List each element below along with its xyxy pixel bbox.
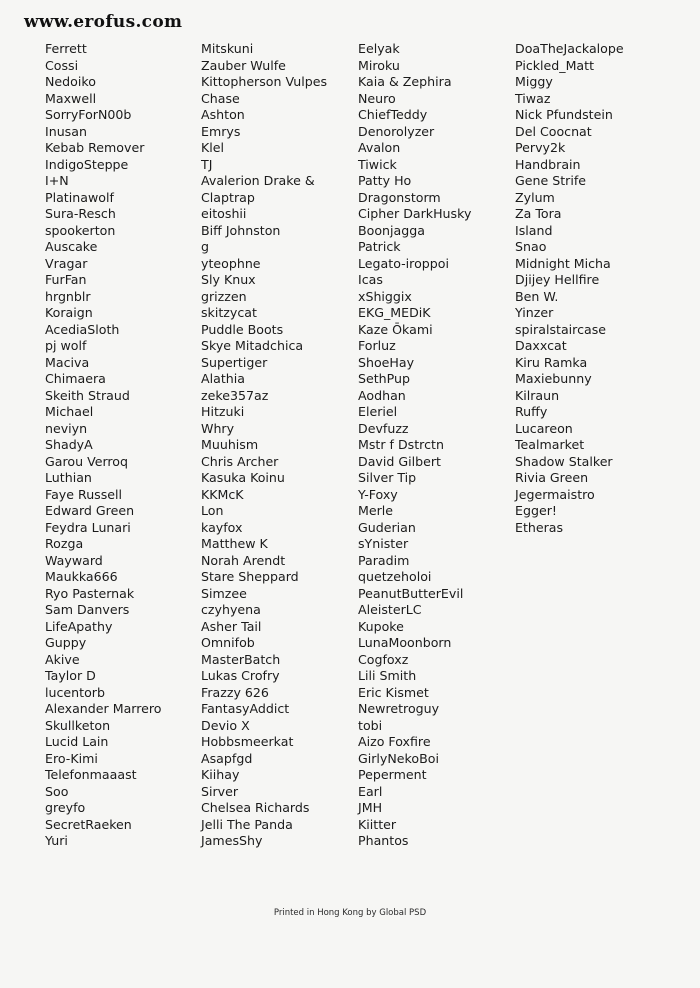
backer-name: FurFan bbox=[45, 272, 87, 287]
backer-name: Kebab Remover bbox=[45, 140, 145, 155]
backer-name: Devfuzz bbox=[358, 420, 409, 436]
backer-name: Lon bbox=[201, 503, 224, 518]
backer-name: Tealmarket bbox=[515, 437, 585, 452]
backer-name: kayfox bbox=[201, 519, 243, 535]
backer-name: zeke357az bbox=[201, 387, 269, 403]
backer-name: Icas bbox=[358, 272, 383, 287]
backer-name: LifeApathy bbox=[45, 618, 113, 634]
backer-name: Eleriel bbox=[358, 404, 398, 419]
backer-name: Paradim bbox=[358, 552, 410, 568]
backer-name: Eric Kismet bbox=[358, 684, 429, 700]
backer-name: Lili Smith bbox=[358, 668, 417, 683]
backer-name: Telefonmaaast bbox=[45, 767, 137, 782]
backer-name: Neuro bbox=[358, 90, 396, 106]
backer-name: Michael bbox=[45, 404, 94, 419]
backer-name: Chris Archer bbox=[201, 453, 279, 469]
name-columns bbox=[0, 41, 700, 871]
backer-name: Inusan bbox=[45, 123, 87, 139]
name-column-2 bbox=[201, 41, 327, 850]
backer-name: Cipher DarkHusky bbox=[358, 206, 472, 221]
backer-name: Cogfoxz bbox=[358, 651, 409, 667]
backer-name: Miggy bbox=[515, 74, 553, 89]
backer-name: David Gilbert bbox=[358, 453, 441, 469]
backer-name: Mitskuni bbox=[201, 41, 254, 56]
backer-name: Edward Green bbox=[45, 503, 135, 518]
backer-name: Skullketon bbox=[45, 717, 111, 733]
backer-name: Legato-iroppoi bbox=[358, 255, 449, 271]
backer-name: Nick Pfundstein bbox=[515, 107, 613, 122]
backer-name: Whry bbox=[201, 420, 235, 436]
backer-name: Klel bbox=[201, 140, 225, 155]
backer-name: Sirver bbox=[201, 783, 239, 799]
backer-name: Chase bbox=[201, 90, 240, 106]
backer-name: Puddle Boots bbox=[201, 321, 284, 337]
backer-name: greyfo bbox=[45, 800, 86, 815]
backer-name: czyhyena bbox=[201, 602, 261, 617]
backer-name: Boonjagga bbox=[358, 222, 425, 238]
backer-name: Lucid Lain bbox=[45, 734, 109, 749]
backer-name: Kasuka Koinu bbox=[201, 470, 285, 485]
backer-name: ChiefTeddy bbox=[358, 107, 428, 122]
backer-name: Aizo Foxfire bbox=[358, 734, 431, 749]
backer-name: g bbox=[201, 239, 209, 254]
backer-name: Ashton bbox=[201, 107, 245, 122]
backer-name: Vragar bbox=[45, 255, 88, 271]
backer-name: Jelli The Panda bbox=[201, 816, 293, 832]
backer-name: Lucareon bbox=[515, 420, 573, 436]
backer-name: FantasyAddict bbox=[201, 701, 290, 716]
backer-name: Lukas Crofry bbox=[201, 668, 280, 683]
backer-name: Maciva bbox=[45, 354, 90, 370]
backer-name: Alexander Marrero bbox=[45, 701, 162, 716]
backer-name: Sura-Resch bbox=[45, 206, 116, 221]
backer-name: Kaia & Zephira bbox=[358, 74, 452, 89]
printer-credit: Printed in Hong Kong by Global PSD bbox=[273, 908, 427, 918]
name-column-3 bbox=[358, 41, 471, 850]
backer-name: Ferrett bbox=[45, 41, 87, 56]
backer-name: Merle bbox=[358, 503, 394, 518]
backer-name: Norah Arendt bbox=[201, 552, 286, 568]
backer-name: JamesShy bbox=[201, 833, 263, 848]
backer-name: Ero-Kimi bbox=[45, 750, 98, 766]
backer-name: Matthew K bbox=[201, 536, 268, 551]
backer-name: Devio X bbox=[201, 717, 250, 733]
backer-name: Skeith Straud bbox=[45, 387, 130, 403]
backer-name: Island bbox=[515, 222, 553, 238]
backer-name: Mstr f Dstrctn bbox=[358, 437, 444, 452]
backer-name: hrgnblr bbox=[45, 288, 91, 304]
backer-name: Y-Foxy bbox=[358, 486, 398, 502]
backer-name: Maukka666 bbox=[45, 569, 118, 584]
backer-name: Platinawolf bbox=[45, 189, 114, 205]
backer-name: Omnifob bbox=[201, 635, 255, 650]
backer-name: Chimaera bbox=[45, 371, 106, 386]
backer-name: Ben W. bbox=[515, 288, 559, 304]
backer-name: pj wolf bbox=[45, 338, 87, 353]
backer-name: AcediaSloth bbox=[45, 321, 120, 337]
backer-name: yteophne bbox=[201, 255, 261, 271]
backer-name: Avalerion Drake & bbox=[201, 173, 315, 188]
backer-name: Garou Verroq bbox=[45, 453, 129, 469]
backer-name: Yuri bbox=[45, 833, 68, 848]
backer-name: Stare Sheppard bbox=[201, 569, 299, 584]
backer-name: EKG_MEDiK bbox=[358, 305, 431, 320]
backer-name: Snao bbox=[515, 239, 547, 254]
backer-name: quetzeholoi bbox=[358, 569, 432, 584]
backer-name: Silver Tip bbox=[358, 470, 417, 485]
backer-name: spiralstaircase bbox=[515, 321, 607, 337]
backer-name: skitzycat bbox=[201, 305, 257, 320]
backer-name: Pervy2k bbox=[515, 140, 566, 155]
backer-name: Denorolyzer bbox=[358, 123, 435, 139]
backer-name: Feydra Lunari bbox=[45, 519, 131, 535]
backer-name: ShoeHay bbox=[358, 354, 415, 370]
backer-name: Del Coocnat bbox=[515, 123, 592, 139]
backer-name: Kiitter bbox=[358, 816, 397, 832]
backer-name: neviyn bbox=[45, 420, 88, 436]
backer-name: grizzen bbox=[201, 288, 247, 304]
backer-name: Patrick bbox=[358, 239, 401, 254]
backer-name: sYnister bbox=[358, 536, 409, 551]
backer-name: Maxwell bbox=[45, 90, 97, 106]
backer-name: Kaze Ōkami bbox=[358, 321, 433, 337]
backer-name: Emrys bbox=[201, 123, 241, 139]
backer-name: SecretRaeken bbox=[45, 816, 132, 832]
backer-name: PeanutButterEvil bbox=[358, 585, 464, 601]
backer-name: I+N bbox=[45, 173, 69, 188]
backer-name: Djijey Hellfire bbox=[515, 272, 600, 287]
backer-name: Kittopherson Vulpes bbox=[201, 74, 328, 89]
backer-name: Claptrap bbox=[201, 189, 255, 205]
backer-name: Newretroguy bbox=[358, 701, 440, 716]
backer-name: Nedoiko bbox=[45, 74, 96, 89]
backer-name: Maxiebunny bbox=[515, 371, 592, 386]
backer-name: SorryForN00b bbox=[45, 107, 132, 122]
name-column-4 bbox=[515, 41, 624, 536]
backer-name: tobi bbox=[358, 717, 383, 733]
backer-name: Phantos bbox=[358, 833, 409, 848]
backer-name: MasterBatch bbox=[201, 651, 281, 667]
backer-name: Luthian bbox=[45, 470, 92, 485]
backer-name: AleisterLC bbox=[358, 602, 422, 617]
backer-name: Ryo Pasternak bbox=[45, 585, 135, 601]
backer-name: Guppy bbox=[45, 635, 87, 650]
backer-name: Gene Strife bbox=[515, 173, 587, 188]
backer-name: Midnight Micha bbox=[515, 255, 611, 271]
backer-name: Kupoke bbox=[358, 618, 404, 634]
backer-name: IndigoSteppe bbox=[45, 156, 129, 172]
backer-name: eitoshii bbox=[201, 206, 247, 221]
backer-name: Tiwaz bbox=[515, 90, 551, 106]
backer-name: Avalon bbox=[358, 140, 401, 155]
backer-name: Peperment bbox=[358, 767, 427, 782]
backer-name: Koraign bbox=[45, 305, 93, 320]
backer-name: Soo bbox=[45, 783, 69, 799]
backer-name: JMH bbox=[358, 800, 383, 815]
backer-name: Earl bbox=[358, 783, 383, 799]
backer-name: Supertiger bbox=[201, 354, 268, 370]
backer-name: Akive bbox=[45, 651, 80, 667]
backer-name: Kilraun bbox=[515, 387, 560, 403]
backer-name: Handbrain bbox=[515, 156, 581, 172]
backer-name: Faye Russell bbox=[45, 486, 123, 502]
backer-name: Asapfgd bbox=[201, 750, 253, 766]
backer-name: Rozga bbox=[45, 536, 84, 551]
backer-name: Hobbsmeerkat bbox=[201, 734, 294, 749]
backer-name: TJ bbox=[201, 156, 213, 172]
backer-name: Rivia Green bbox=[515, 470, 589, 485]
backer-name: Kiihay bbox=[201, 767, 240, 782]
backer-name: Chelsea Richards bbox=[201, 800, 310, 815]
backer-name: Zylum bbox=[515, 189, 555, 205]
backer-name: Egger! bbox=[515, 503, 557, 518]
backer-name: Daxxcat bbox=[515, 338, 567, 353]
watermark: www.erofus.com bbox=[24, 12, 183, 32]
backer-name: Simzee bbox=[201, 585, 247, 601]
backer-name: Frazzy 626 bbox=[201, 684, 269, 700]
backer-name: Auscake bbox=[45, 239, 98, 254]
backer-name: lucentorb bbox=[45, 684, 105, 700]
backer-name: Eelyak bbox=[358, 41, 400, 56]
backer-name: Shadow Stalker bbox=[515, 453, 613, 469]
backer-name: Skye Mitadchica bbox=[201, 338, 304, 353]
backer-name: Hitzuki bbox=[201, 404, 245, 419]
backer-name: Zauber Wulfe bbox=[201, 57, 286, 73]
backer-name: Wayward bbox=[45, 552, 103, 568]
backer-name: Etheras bbox=[515, 519, 564, 535]
backer-name: Forluz bbox=[358, 338, 396, 353]
backer-name: Miroku bbox=[358, 57, 400, 73]
backer-name: Sam Danvers bbox=[45, 602, 130, 617]
backer-name: Cossi bbox=[45, 57, 79, 73]
backer-name: Guderian bbox=[358, 519, 416, 535]
backer-name: Dragonstorm bbox=[358, 189, 441, 205]
backer-name: Taylor D bbox=[45, 668, 96, 683]
backer-name: Yinzer bbox=[515, 305, 554, 320]
backer-name: Kiru Ramka bbox=[515, 354, 588, 370]
backer-name: Muuhism bbox=[201, 437, 259, 452]
backer-name: LunaMoonborn bbox=[358, 635, 452, 650]
backer-name: Asher Tail bbox=[201, 618, 262, 634]
backer-name: Tiwick bbox=[358, 156, 397, 172]
backer-name: Patty Ho bbox=[358, 173, 412, 188]
backer-name: spookerton bbox=[45, 222, 116, 238]
backer-name: ShadyA bbox=[45, 437, 93, 452]
name-column-1 bbox=[45, 41, 162, 850]
backer-name: Alathia bbox=[201, 371, 245, 386]
backer-name: KKMcK bbox=[201, 486, 244, 502]
backer-name: DoaTheJackalope bbox=[515, 41, 624, 56]
backer-name: Aodhan bbox=[358, 387, 406, 403]
backer-name: Sly Knux bbox=[201, 272, 256, 287]
backer-name: Biff Johnston bbox=[201, 222, 281, 238]
backer-name: SethPup bbox=[358, 371, 411, 386]
backer-name: xShiggix bbox=[358, 288, 412, 304]
backer-name: Za Tora bbox=[515, 206, 562, 221]
backer-name: Jegermaistro bbox=[515, 486, 595, 502]
backer-name: GirlyNekoBoi bbox=[358, 750, 439, 766]
backer-name: Ruffy bbox=[515, 404, 548, 419]
backer-name: Pickled_Matt bbox=[515, 57, 595, 73]
